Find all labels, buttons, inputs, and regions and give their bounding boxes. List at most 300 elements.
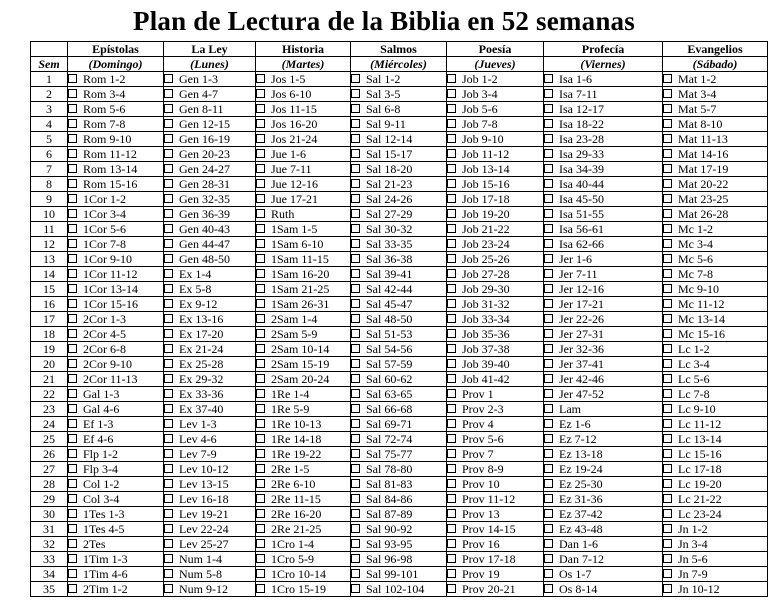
- checkbox-icon[interactable]: [256, 374, 265, 383]
- checkbox-icon[interactable]: [256, 269, 265, 278]
- checkbox-icon[interactable]: [351, 149, 360, 158]
- checkbox-icon[interactable]: [68, 329, 77, 338]
- checkbox-icon[interactable]: [544, 434, 553, 443]
- checkbox-icon[interactable]: [447, 569, 456, 578]
- checkbox-icon[interactable]: [663, 419, 672, 428]
- checkbox-icon[interactable]: [663, 194, 672, 203]
- reading-cell: [663, 447, 768, 462]
- checkbox-icon[interactable]: [164, 254, 173, 263]
- checkbox-icon[interactable]: [663, 254, 672, 263]
- checkbox-icon[interactable]: [256, 284, 265, 293]
- checkbox-icon[interactable]: [164, 569, 173, 578]
- checkbox-icon[interactable]: [447, 509, 456, 518]
- checkbox-icon[interactable]: [544, 254, 553, 263]
- checkbox-icon[interactable]: [256, 584, 265, 593]
- reading-cell: [68, 117, 164, 132]
- checkbox-icon[interactable]: [256, 119, 265, 128]
- checkbox-icon[interactable]: [68, 284, 77, 293]
- checkbox-icon[interactable]: [68, 74, 77, 83]
- checkbox-icon[interactable]: [351, 314, 360, 323]
- checkbox-icon[interactable]: [68, 224, 77, 233]
- checkbox-icon[interactable]: [447, 419, 456, 428]
- checkbox-icon[interactable]: [164, 554, 173, 563]
- checkbox-icon[interactable]: [351, 509, 360, 518]
- checkbox-icon[interactable]: [256, 299, 265, 308]
- checkbox-icon[interactable]: [351, 464, 360, 473]
- checkbox-icon[interactable]: [164, 104, 173, 113]
- checkbox-icon[interactable]: [351, 389, 360, 398]
- checkbox-icon[interactable]: [351, 224, 360, 233]
- checkbox-icon[interactable]: [447, 449, 456, 458]
- checkbox-icon[interactable]: [68, 134, 77, 143]
- checkbox-icon[interactable]: [663, 164, 672, 173]
- checkbox-icon[interactable]: [68, 314, 77, 323]
- checkbox-icon[interactable]: [351, 209, 360, 218]
- checkbox-icon[interactable]: [164, 494, 173, 503]
- checkbox-icon[interactable]: [351, 299, 360, 308]
- checkbox-icon[interactable]: [68, 554, 77, 563]
- checkbox-icon[interactable]: [68, 149, 77, 158]
- checkbox-icon[interactable]: [164, 359, 173, 368]
- checkbox-icon[interactable]: [544, 209, 553, 218]
- checkbox-icon[interactable]: [256, 509, 265, 518]
- reading-reference: Sal 84-86: [366, 491, 413, 506]
- checkbox-icon[interactable]: [663, 149, 672, 158]
- reading-reference: Mat 20-22: [678, 176, 729, 191]
- checkbox-icon[interactable]: [447, 149, 456, 158]
- checkbox-icon[interactable]: [544, 374, 553, 383]
- checkbox-icon[interactable]: [256, 74, 265, 83]
- checkbox-icon[interactable]: [663, 179, 672, 188]
- reading-cell: [663, 417, 768, 432]
- checkbox-icon[interactable]: [351, 449, 360, 458]
- checkbox-icon[interactable]: [663, 239, 672, 248]
- checkbox-icon[interactable]: [68, 524, 77, 533]
- checkbox-icon[interactable]: [351, 104, 360, 113]
- checkbox-icon[interactable]: [164, 89, 173, 98]
- checkbox-icon[interactable]: [68, 194, 77, 203]
- checkbox-icon[interactable]: [663, 524, 672, 533]
- checkbox-icon[interactable]: [663, 284, 672, 293]
- reading-cell: [68, 192, 164, 207]
- checkbox-icon[interactable]: [68, 164, 77, 173]
- checkbox-icon[interactable]: [164, 404, 173, 413]
- checkbox-icon[interactable]: [544, 239, 553, 248]
- checkbox-icon[interactable]: [164, 539, 173, 548]
- reading-reference: Jer 1-6: [559, 251, 592, 266]
- checkbox-icon[interactable]: [663, 89, 672, 98]
- checkbox-icon[interactable]: [351, 374, 360, 383]
- checkbox-icon[interactable]: [544, 164, 553, 173]
- checkbox-icon[interactable]: [447, 194, 456, 203]
- checkbox-icon[interactable]: [544, 329, 553, 338]
- reading-reference: Sal 36-38: [366, 251, 413, 266]
- checkbox-icon[interactable]: [164, 164, 173, 173]
- checkbox-icon[interactable]: [164, 179, 173, 188]
- checkbox-icon[interactable]: [164, 134, 173, 143]
- checkbox-icon[interactable]: [164, 329, 173, 338]
- checkbox-icon[interactable]: [68, 209, 77, 218]
- checkbox-icon[interactable]: [351, 584, 360, 593]
- checkbox-icon[interactable]: [447, 209, 456, 218]
- checkbox-icon[interactable]: [164, 419, 173, 428]
- checkbox-icon[interactable]: [256, 554, 265, 563]
- checkbox-icon[interactable]: [351, 554, 360, 563]
- checkbox-icon[interactable]: [164, 509, 173, 518]
- checkbox-icon[interactable]: [256, 539, 265, 548]
- checkbox-icon[interactable]: [68, 509, 77, 518]
- checkbox-icon[interactable]: [68, 104, 77, 113]
- checkbox-icon[interactable]: [663, 404, 672, 413]
- reading-cell: [663, 552, 768, 567]
- reading-reference: Sal 51-53: [366, 326, 413, 341]
- checkbox-icon[interactable]: [164, 239, 173, 248]
- checkbox-icon[interactable]: [447, 104, 456, 113]
- checkbox-icon[interactable]: [663, 464, 672, 473]
- checkbox-icon[interactable]: [164, 284, 173, 293]
- checkbox-icon[interactable]: [164, 479, 173, 488]
- checkbox-icon[interactable]: [256, 344, 265, 353]
- reading-cell: [447, 582, 544, 597]
- checkbox-icon[interactable]: [351, 254, 360, 263]
- checkbox-icon[interactable]: [447, 329, 456, 338]
- checkbox-icon[interactable]: [544, 134, 553, 143]
- checkbox-icon[interactable]: [544, 404, 553, 413]
- checkbox-icon[interactable]: [544, 479, 553, 488]
- reading-reference: 1Cro 10-14: [271, 566, 326, 581]
- checkbox-icon[interactable]: [351, 539, 360, 548]
- checkbox-icon[interactable]: [68, 569, 77, 578]
- checkbox-icon[interactable]: [164, 584, 173, 593]
- checkbox-icon[interactable]: [447, 344, 456, 353]
- checkbox-icon[interactable]: [68, 404, 77, 413]
- checkbox-icon[interactable]: [663, 509, 672, 518]
- header-category: Profecía: [544, 42, 663, 57]
- checkbox-icon[interactable]: [351, 179, 360, 188]
- checkbox-icon[interactable]: [164, 374, 173, 383]
- checkbox-icon[interactable]: [544, 494, 553, 503]
- checkbox-icon[interactable]: [544, 389, 553, 398]
- reading-reference: Lc 3-4: [678, 356, 710, 371]
- checkbox-icon[interactable]: [544, 269, 553, 278]
- checkbox-icon[interactable]: [663, 494, 672, 503]
- checkbox-icon[interactable]: [256, 314, 265, 323]
- checkbox-icon[interactable]: [447, 359, 456, 368]
- reading-reference: Ef 4-6: [83, 431, 114, 446]
- reading-reference: Num 9-12: [179, 581, 228, 596]
- checkbox-icon[interactable]: [544, 74, 553, 83]
- checkbox-icon[interactable]: [256, 104, 265, 113]
- checkbox-icon[interactable]: [164, 74, 173, 83]
- reading-reference: Job 33-34: [462, 311, 510, 326]
- reading-reference: Ez 25-30: [559, 476, 603, 491]
- checkbox-icon[interactable]: [544, 524, 553, 533]
- checkbox-icon[interactable]: [544, 539, 553, 548]
- reading-cell: [256, 447, 351, 462]
- checkbox-icon[interactable]: [544, 149, 553, 158]
- reading-cell: [68, 267, 164, 282]
- checkbox-icon[interactable]: [663, 134, 672, 143]
- checkbox-icon[interactable]: [256, 134, 265, 143]
- checkbox-icon[interactable]: [447, 164, 456, 173]
- checkbox-icon[interactable]: [256, 524, 265, 533]
- checkbox-icon[interactable]: [447, 554, 456, 563]
- checkbox-icon[interactable]: [351, 194, 360, 203]
- week-number: 11: [31, 222, 68, 237]
- checkbox-icon[interactable]: [663, 329, 672, 338]
- checkbox-icon[interactable]: [256, 494, 265, 503]
- header-category: Poesía: [447, 42, 544, 57]
- checkbox-icon[interactable]: [256, 89, 265, 98]
- checkbox-icon[interactable]: [447, 134, 456, 143]
- checkbox-icon[interactable]: [68, 419, 77, 428]
- checkbox-icon[interactable]: [663, 104, 672, 113]
- checkbox-icon[interactable]: [447, 404, 456, 413]
- week-number: 28: [31, 477, 68, 492]
- checkbox-icon[interactable]: [351, 434, 360, 443]
- checkbox-icon[interactable]: [663, 269, 672, 278]
- checkbox-icon[interactable]: [351, 344, 360, 353]
- checkbox-icon[interactable]: [544, 89, 553, 98]
- checkbox-icon[interactable]: [68, 359, 77, 368]
- checkbox-icon[interactable]: [68, 479, 77, 488]
- reading-reference: Prov 14-15: [462, 521, 516, 536]
- reading-reference: Job 35-36: [462, 326, 510, 341]
- checkbox-icon[interactable]: [544, 224, 553, 233]
- checkbox-icon[interactable]: [164, 464, 173, 473]
- checkbox-icon[interactable]: [68, 119, 77, 128]
- reading-reference: Lc 5-6: [678, 371, 710, 386]
- checkbox-icon[interactable]: [544, 554, 553, 563]
- checkbox-icon[interactable]: [663, 449, 672, 458]
- checkbox-icon[interactable]: [544, 584, 553, 593]
- week-number: 8: [31, 177, 68, 192]
- checkbox-icon[interactable]: [447, 89, 456, 98]
- checkbox-icon[interactable]: [68, 374, 77, 383]
- checkbox-icon[interactable]: [544, 119, 553, 128]
- checkbox-icon[interactable]: [351, 419, 360, 428]
- reading-reference: Os 8-14: [559, 581, 598, 596]
- reading-reference: Sal 66-68: [366, 401, 413, 416]
- checkbox-icon[interactable]: [256, 359, 265, 368]
- reading-reference: Lev 1-3: [179, 416, 217, 431]
- checkbox-icon[interactable]: [351, 329, 360, 338]
- checkbox-icon[interactable]: [351, 239, 360, 248]
- checkbox-icon[interactable]: [663, 389, 672, 398]
- checkbox-icon[interactable]: [351, 359, 360, 368]
- reading-reference: Job 17-18: [462, 191, 510, 206]
- reading-reference: Ez 31-36: [559, 491, 603, 506]
- checkbox-icon[interactable]: [663, 434, 672, 443]
- checkbox-icon[interactable]: [68, 179, 77, 188]
- checkbox-icon[interactable]: [256, 389, 265, 398]
- checkbox-icon[interactable]: [663, 569, 672, 578]
- checkbox-icon[interactable]: [447, 179, 456, 188]
- reading-cell: [68, 72, 164, 87]
- reading-reference: Lev 16-18: [179, 491, 229, 506]
- checkbox-icon[interactable]: [68, 539, 77, 548]
- checkbox-icon[interactable]: [447, 434, 456, 443]
- reading-reference: Sal 81-83: [366, 476, 413, 491]
- checkbox-icon[interactable]: [256, 449, 265, 458]
- checkbox-icon[interactable]: [68, 464, 77, 473]
- checkbox-icon[interactable]: [544, 314, 553, 323]
- checkbox-icon[interactable]: [351, 284, 360, 293]
- reading-cell: [256, 207, 351, 222]
- checkbox-icon[interactable]: [256, 179, 265, 188]
- checkbox-icon[interactable]: [68, 449, 77, 458]
- checkbox-icon[interactable]: [447, 584, 456, 593]
- reading-cell: [544, 447, 663, 462]
- checkbox-icon[interactable]: [68, 584, 77, 593]
- checkbox-icon[interactable]: [256, 464, 265, 473]
- checkbox-icon[interactable]: [256, 254, 265, 263]
- checkbox-icon[interactable]: [351, 119, 360, 128]
- checkbox-icon[interactable]: [447, 524, 456, 533]
- checkbox-icon[interactable]: [164, 524, 173, 533]
- checkbox-icon[interactable]: [256, 329, 265, 338]
- checkbox-icon[interactable]: [447, 74, 456, 83]
- checkbox-icon[interactable]: [663, 479, 672, 488]
- checkbox-icon[interactable]: [351, 74, 360, 83]
- checkbox-icon[interactable]: [544, 449, 553, 458]
- checkbox-icon[interactable]: [164, 194, 173, 203]
- checkbox-icon[interactable]: [544, 419, 553, 428]
- checkbox-icon[interactable]: [256, 209, 265, 218]
- checkbox-icon[interactable]: [663, 209, 672, 218]
- reading-cell: [256, 132, 351, 147]
- checkbox-icon[interactable]: [544, 359, 553, 368]
- checkbox-icon[interactable]: [351, 269, 360, 278]
- checkbox-icon[interactable]: [68, 239, 77, 248]
- checkbox-icon[interactable]: [544, 569, 553, 578]
- checkbox-icon[interactable]: [447, 119, 456, 128]
- reading-cell: [256, 432, 351, 447]
- checkbox-icon[interactable]: [544, 344, 553, 353]
- checkbox-icon[interactable]: [256, 404, 265, 413]
- checkbox-icon[interactable]: [447, 374, 456, 383]
- checkbox-icon[interactable]: [68, 494, 77, 503]
- checkbox-icon[interactable]: [256, 164, 265, 173]
- checkbox-icon[interactable]: [164, 434, 173, 443]
- checkbox-icon[interactable]: [447, 224, 456, 233]
- reading-cell: [447, 162, 544, 177]
- reading-reference: Jer 42-46: [559, 371, 604, 386]
- checkbox-icon[interactable]: [544, 179, 553, 188]
- checkbox-icon[interactable]: [164, 269, 173, 278]
- checkbox-icon[interactable]: [447, 254, 456, 263]
- reading-cell: [256, 492, 351, 507]
- week-number: 25: [31, 432, 68, 447]
- reading-reference: 1Re 14-18: [271, 431, 322, 446]
- checkbox-icon[interactable]: [164, 224, 173, 233]
- checkbox-icon[interactable]: [164, 119, 173, 128]
- checkbox-icon[interactable]: [351, 404, 360, 413]
- checkbox-icon[interactable]: [447, 284, 456, 293]
- reading-reference: Prov 19: [462, 566, 500, 581]
- checkbox-icon[interactable]: [351, 164, 360, 173]
- checkbox-icon[interactable]: [256, 479, 265, 488]
- checkbox-icon[interactable]: [544, 194, 553, 203]
- checkbox-icon[interactable]: [544, 284, 553, 293]
- checkbox-icon[interactable]: [164, 314, 173, 323]
- checkbox-icon[interactable]: [351, 494, 360, 503]
- reading-reference: Gen 24-27: [179, 161, 230, 176]
- checkbox-icon[interactable]: [351, 89, 360, 98]
- checkbox-icon[interactable]: [447, 314, 456, 323]
- checkbox-icon[interactable]: [164, 149, 173, 158]
- checkbox-icon[interactable]: [68, 254, 77, 263]
- checkbox-icon[interactable]: [447, 269, 456, 278]
- checkbox-icon[interactable]: [68, 434, 77, 443]
- reading-reference: 1Cro 5-9: [271, 551, 314, 566]
- checkbox-icon[interactable]: [256, 419, 265, 428]
- checkbox-icon[interactable]: [663, 119, 672, 128]
- checkbox-icon[interactable]: [447, 479, 456, 488]
- checkbox-icon[interactable]: [68, 89, 77, 98]
- checkbox-icon[interactable]: [68, 344, 77, 353]
- reading-reference: Jue 1-6: [271, 146, 306, 161]
- checkbox-icon[interactable]: [256, 194, 265, 203]
- checkbox-icon[interactable]: [663, 344, 672, 353]
- checkbox-icon[interactable]: [663, 224, 672, 233]
- reading-cell: [544, 387, 663, 402]
- checkbox-icon[interactable]: [447, 239, 456, 248]
- reading-reference: Isa 7-11: [559, 86, 598, 101]
- checkbox-icon[interactable]: [544, 299, 553, 308]
- checkbox-icon[interactable]: [544, 464, 553, 473]
- checkbox-icon[interactable]: [256, 569, 265, 578]
- checkbox-icon[interactable]: [256, 149, 265, 158]
- reading-cell: [164, 447, 256, 462]
- checkbox-icon[interactable]: [447, 299, 456, 308]
- checkbox-icon[interactable]: [164, 344, 173, 353]
- checkbox-icon[interactable]: [447, 539, 456, 548]
- checkbox-icon[interactable]: [351, 524, 360, 533]
- checkbox-icon[interactable]: [663, 299, 672, 308]
- checkbox-icon[interactable]: [164, 209, 173, 218]
- checkbox-icon[interactable]: [68, 389, 77, 398]
- checkbox-icon[interactable]: [68, 269, 77, 278]
- checkbox-icon[interactable]: [351, 569, 360, 578]
- checkbox-icon[interactable]: [351, 479, 360, 488]
- checkbox-icon[interactable]: [663, 359, 672, 368]
- checkbox-icon[interactable]: [68, 299, 77, 308]
- checkbox-icon[interactable]: [256, 224, 265, 233]
- checkbox-icon[interactable]: [663, 74, 672, 83]
- checkbox-icon[interactable]: [447, 464, 456, 473]
- reading-reference: Jos 11-15: [271, 101, 317, 116]
- checkbox-icon[interactable]: [663, 539, 672, 548]
- checkbox-icon[interactable]: [164, 449, 173, 458]
- checkbox-icon[interactable]: [663, 314, 672, 323]
- reading-cell: [256, 357, 351, 372]
- checkbox-icon[interactable]: [256, 239, 265, 248]
- week-number: 5: [31, 132, 68, 147]
- checkbox-icon[interactable]: [544, 104, 553, 113]
- checkbox-icon[interactable]: [351, 134, 360, 143]
- reading-cell: [68, 222, 164, 237]
- checkbox-icon[interactable]: [663, 554, 672, 563]
- checkbox-icon[interactable]: [447, 389, 456, 398]
- checkbox-icon[interactable]: [663, 374, 672, 383]
- checkbox-icon[interactable]: [164, 299, 173, 308]
- checkbox-icon[interactable]: [663, 584, 672, 593]
- checkbox-icon[interactable]: [256, 434, 265, 443]
- checkbox-icon[interactable]: [447, 494, 456, 503]
- checkbox-icon[interactable]: [544, 509, 553, 518]
- checkbox-icon[interactable]: [164, 389, 173, 398]
